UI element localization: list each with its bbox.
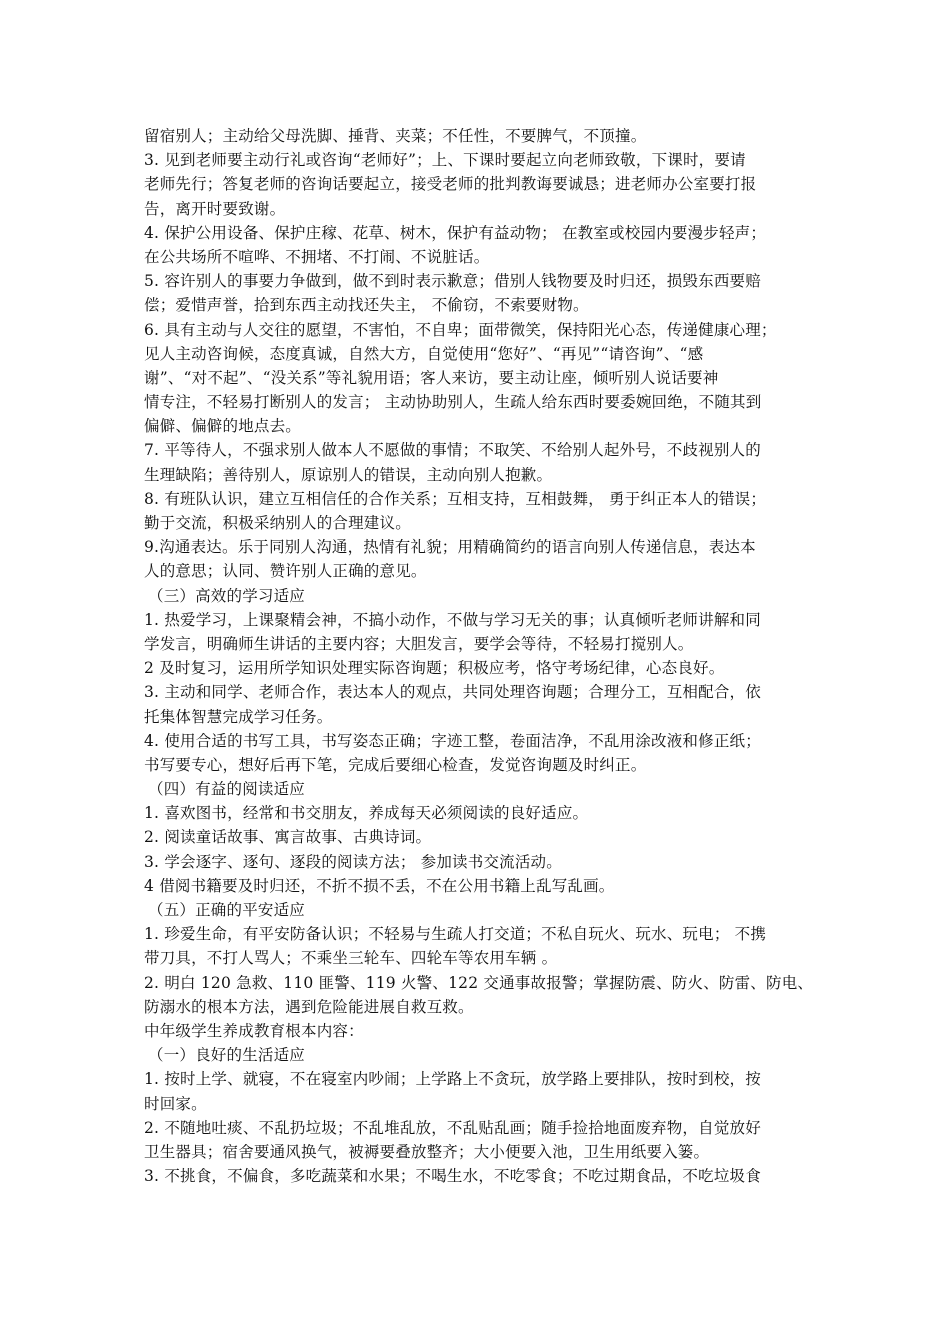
text-line: 偏僻、偏僻的地点去。 (144, 417, 302, 436)
section-heading: （三）高效的学习适应 (148, 586, 306, 605)
text-line: 9.沟通表达。乐于同别人沟通，热情有礼貌；用精确简约的语言向别人传递信息，表达本 (144, 538, 756, 557)
text-line: 见人主动咨询候，态度真诚，自然大方，自觉使用“您好”、“再见”“请咨询”、“感 (144, 344, 704, 363)
text-line: 情专注，不轻易打断别人的发言； 主动协助别人，生疏人给东西时要委婉回绝，不随其到 (144, 393, 762, 412)
text-line: 2. 明白 120 急救、110 匪警、119 火警、122 交通事故报警；掌握防震、防火、防雷、防电、 (144, 973, 814, 992)
text-line: 2 及时复习，运用所学知识处理实际咨询题；积极应考，恪守考场纪律，心态良好。 (144, 659, 725, 678)
section-heading: （一）良好的生活适应 (148, 1046, 306, 1065)
text-line: 生理缺陷；善待别人，原谅别人的错误，主动向别人抱歉。 (144, 465, 553, 484)
text-line: 偿；爱惜声誉，拾到东西主动找还失主， 不偷窃，不索要财物。 (144, 296, 589, 315)
text-line: 托集体智慧完成学习任务。 (144, 707, 333, 726)
text-line: 书写要专心，想好后再下笔，完成后要细心检查，发觉咨询题及时纠正。 (144, 755, 647, 774)
text-line: 卫生器具；宿舍要通风换气，被褥要叠放整齐；大小便要入池，卫生用纸要入篓。 (144, 1142, 710, 1161)
document-body (144, 124, 824, 1188)
text-line: 4. 保护公用设备、保护庄稼、花草、树木，保护有益动物； 在教室或校园内要漫步轻声； (144, 223, 767, 242)
chapter-heading: 中年级学生养成教育根本内容： (144, 1021, 364, 1040)
text-line: 勤于交流，积极采纳别人的合理建议。 (144, 514, 411, 532)
text-line: 2. 不随地吐痰、不乱扔垃圾；不乱堆乱放，不乱贴乱画；随手捡拾地面废弃物，自觉放好 (144, 1118, 761, 1137)
text-line: 1. 按时上学、就寝，不在寝室内吵闹；上学路上不贪玩，放学路上要排队，按时到校，按 (144, 1070, 761, 1089)
text-line: 8. 有班队认识，建立互相信任的合作关系；互相支持，互相鼓舞， 勇于纠正本人的错误； (144, 489, 767, 508)
text-line: 4 借阅书籍要及时归还，不折不损不丢，不在公用书籍上乱写乱画。 (144, 876, 615, 895)
text-line: 4. 使用合适的书写工具，书写姿态正确；字迹工整，卷面洁净，不乱用涂改液和修正纸； (144, 731, 761, 750)
text-line: 老师先行；答复老师的咨询话要起立，接受老师的批判教诲要诚恳；进老师办公室要打报 (144, 175, 757, 194)
text-line: 3. 不挑食，不偏食，多吃蔬菜和水果；不喝生水，不吃零食；不吃过期食品，不吃垃圾食 (144, 1167, 761, 1186)
text-line: 学发言，明确师生讲话的主要内容；大胆发言，要学会等待，不轻易打搅别人。 (144, 634, 694, 653)
text-line: 1. 热爱学习，上课聚精会神，不搞小动作，不做与学习无关的事；认真倾听老师讲解和同 (144, 610, 761, 629)
text-line: 3. 学会逐字、逐句、逐段的阅读方法； 参加读书交流活动。 (144, 852, 562, 871)
section-heading: （四）有益的阅读适应 (148, 780, 306, 799)
text-line: 7. 平等待人，不强求别人做本人不愿做的事情；不取笑、不给别人起外号，不歧视别人的 (144, 441, 761, 460)
text-line: 2. 阅读童话故事、寓言故事、古典诗词。 (144, 828, 432, 847)
text-line: 1. 喜欢图书，经常和书交朋友，养成每天必须阅读的良好适应。 (144, 804, 589, 823)
text-line: 3. 见到老师要主动行礼或咨询“老师好”；上、下课时要起立向老师致敬，下课时，要请 (144, 151, 746, 170)
text-line: 带刀具，不打人骂人；不乘坐三轮车、四轮车等农用车辆 。 (144, 949, 558, 968)
text-line: 留宿别人；主动给父母洗脚、捶背、夹菜；不任性，不要脾气，不顶撞。 (144, 127, 647, 145)
text-line: 在公共场所不喧哗、不拥堵、不打闹、不说脏话。 (144, 247, 490, 266)
text-line: 3. 主动和同学、老师合作，表达本人的观点，共同处理咨询题；合理分工，互相配合，依 (144, 683, 761, 702)
text-line: 告，离开时要致谢。 (144, 199, 286, 218)
text-line: 5. 容许别人的事要力争做到，做不到时表示歉意；借别人钱物要及时归还，损毁东西要赔 (144, 272, 761, 291)
text-line: 时回家。 (144, 1094, 207, 1113)
text-line: 6. 具有主动与人交往的愿望，不害怕，不自卑；面带微笑，保持阳光心态，传递健康心理； (144, 320, 777, 339)
text-line: 谢”、“对不起”、“没关系”等礼貌用语；客人来访，要主动让座，倾听别人说话要神 (144, 368, 719, 387)
section-heading: （五）正确的平安适应 (148, 901, 306, 919)
text-line: 1. 珍爱生命，有平安防备认识；不轻易与生疏人打交道；不私自玩火、玩水、玩电； 不携 (144, 925, 767, 944)
text-line: 防溺水的根本方法，遇到危险能进展自救互救。 (144, 997, 474, 1016)
text-line: 人的意思；认同、赞许别人正确的意见。 (144, 562, 427, 581)
